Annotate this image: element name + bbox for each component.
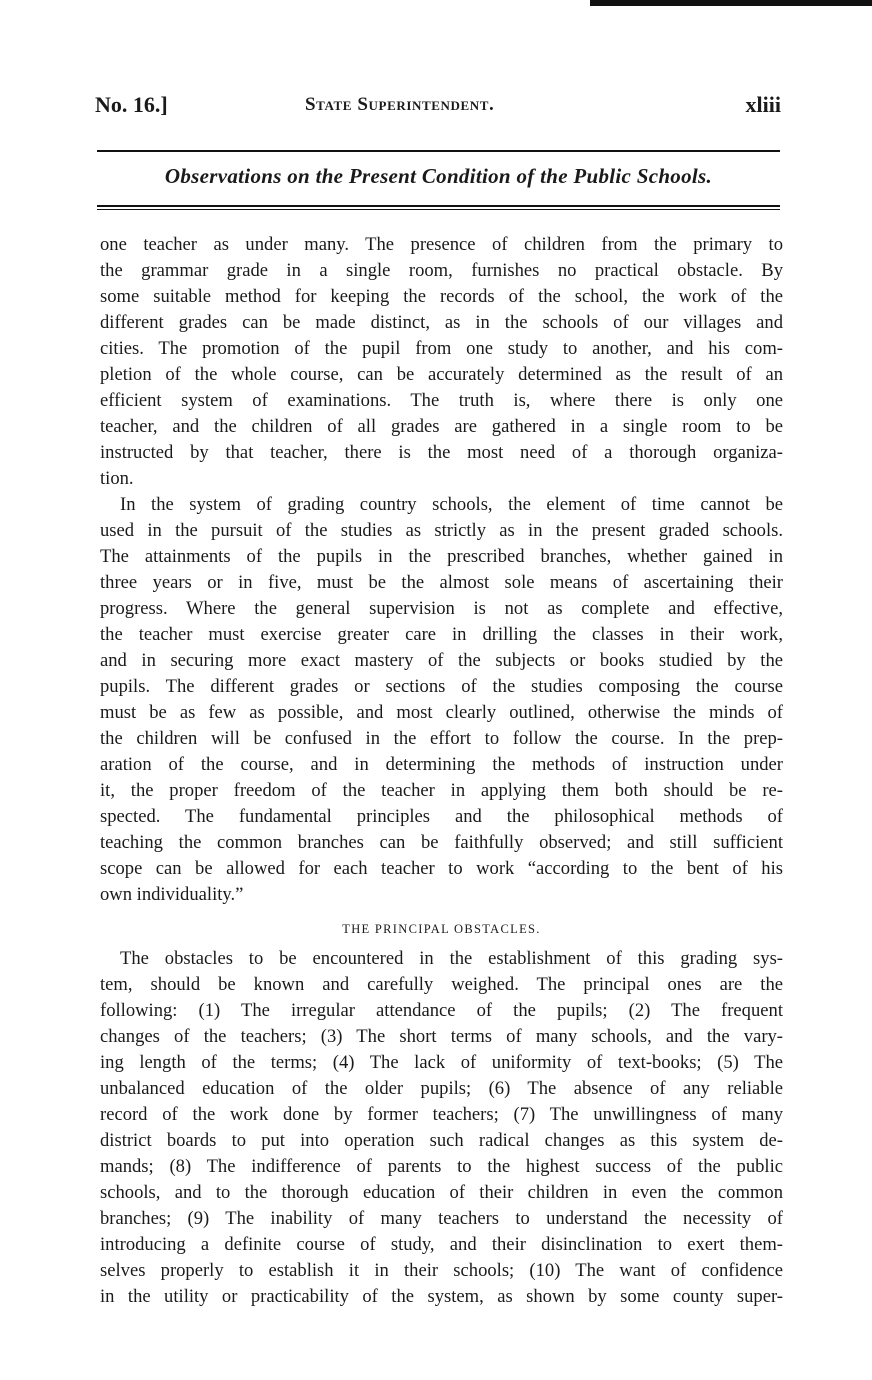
text-line: changes of the teachers; (3) The short terms of many schools, and the vary-: [100, 1026, 783, 1047]
text-line: three years or in five, must be the almost sole means of ascertaining their: [100, 572, 783, 593]
text-line: efficient system of examinations. The truth is, where there is only one: [100, 390, 783, 411]
running-header: [95, 92, 783, 122]
text-line: one teacher as under many. The presence of children from the primary to: [100, 234, 783, 255]
text-line: ing length of the terms; (4) The lack of uniformity of text-books; (5) The: [100, 1052, 783, 1073]
paragraph-2: [100, 492, 783, 908]
text-line: The obstacles to be encountered in the establishment of this grading sys-: [120, 948, 783, 969]
text-line: progress. Where the general supervision is not as complete and effective,: [100, 598, 783, 619]
text-line: introducing a definite course of study, and their disinclination to exert them-: [100, 1234, 783, 1255]
text-line: pletion of the whole course, can be accurately determined as the result of an: [100, 364, 783, 385]
scan-edge-mark: [590, 0, 872, 6]
text-line: different grades can be made distinct, as in the schools of our villages and: [100, 312, 783, 333]
text-line: tion.: [100, 468, 134, 489]
text-line: it, the proper freedom of the teacher in applying them both should be re-: [100, 780, 783, 801]
text-line: in the utility or practicability of the system, as shown by some county super-: [100, 1286, 783, 1307]
text-line: record of the work done by former teachers; (7) The unwillingness of many: [100, 1104, 783, 1125]
header-document-number: No. 16.]: [95, 92, 168, 117]
text-line: selves properly to establish it in their schools; (10) The want of confidence: [100, 1260, 783, 1281]
text-line: scope can be allowed for each teacher to work “according to the bent of his: [100, 858, 783, 879]
text-line: teaching the common branches can be faithfully observed; and still sufficient: [100, 832, 783, 853]
subheading: THE PRINCIPAL OBSTACLES.: [342, 922, 541, 936]
text-line: own individuality.”: [100, 884, 244, 905]
text-line: the teacher must exercise greater care in drilling the classes in their work,: [100, 624, 783, 645]
top-rule: [97, 150, 780, 152]
text-line: district boards to put into operation such radical changes as this system de-: [100, 1130, 783, 1151]
text-line: instructed by that teacher, there is the most need of a thorough organiza-: [100, 442, 783, 463]
paragraph-3: [100, 946, 783, 1310]
bottom-rule: [97, 205, 780, 207]
page-number: xliii: [745, 92, 781, 117]
text-line: mands; (8) The indifference of parents to the highest success of the public: [100, 1156, 783, 1177]
text-line: In the system of grading country schools, the element of time cannot be: [120, 494, 783, 515]
text-line: and in securing more exact mastery of the subjects or books studied by the: [100, 650, 783, 671]
text-line: used in the pursuit of the studies as strictly as in the present graded schools.: [100, 520, 783, 541]
text-line: tem, should be known and carefully weighed. The principal ones are the: [100, 974, 783, 995]
text-line: following: (1) The irregular attendance of the pupils; (2) The frequent: [100, 1000, 783, 1021]
text-line: must be as few as possible, and most clearly outlined, otherwise the minds of: [100, 702, 783, 723]
text-line: spected. The fundamental principles and the philosophical methods of: [100, 806, 783, 827]
text-line: pupils. The different grades or sections of the studies composing the course: [100, 676, 783, 697]
text-line: unbalanced education of the older pupils; (6) The absence of any reliable: [100, 1078, 783, 1099]
text-line: branches; (9) The inability of many teachers to understand the necessity of: [100, 1208, 783, 1229]
text-line: schools, and to the thorough education of their children in even the common: [100, 1182, 783, 1203]
text-line: the children will be confused in the effort to follow the course. In the prep-: [100, 728, 783, 749]
paragraph-1: [100, 232, 783, 492]
section-title: Observations on the Present Condition of the Public Schools.: [164, 164, 713, 188]
text-line: The attainments of the pupils in the prescribed branches, whether gained in: [100, 546, 783, 567]
text-line: aration of the course, and in determining the methods of instruction under: [100, 754, 783, 775]
text-line: cities. The promotion of the pupil from one study to another, and his com-: [100, 338, 783, 359]
text-line: some suitable method for keeping the records of the school, the work of the: [100, 286, 783, 307]
text-line: the grammar grade in a single room, furnishes no practical obstacle. By: [100, 260, 783, 281]
bottom-rule-thin: [97, 209, 780, 210]
body-text: [100, 232, 783, 1310]
header-title: State Superintendent.: [305, 94, 495, 115]
text-line: teacher, and the children of all grades are gathered in a single room to be: [100, 416, 783, 437]
